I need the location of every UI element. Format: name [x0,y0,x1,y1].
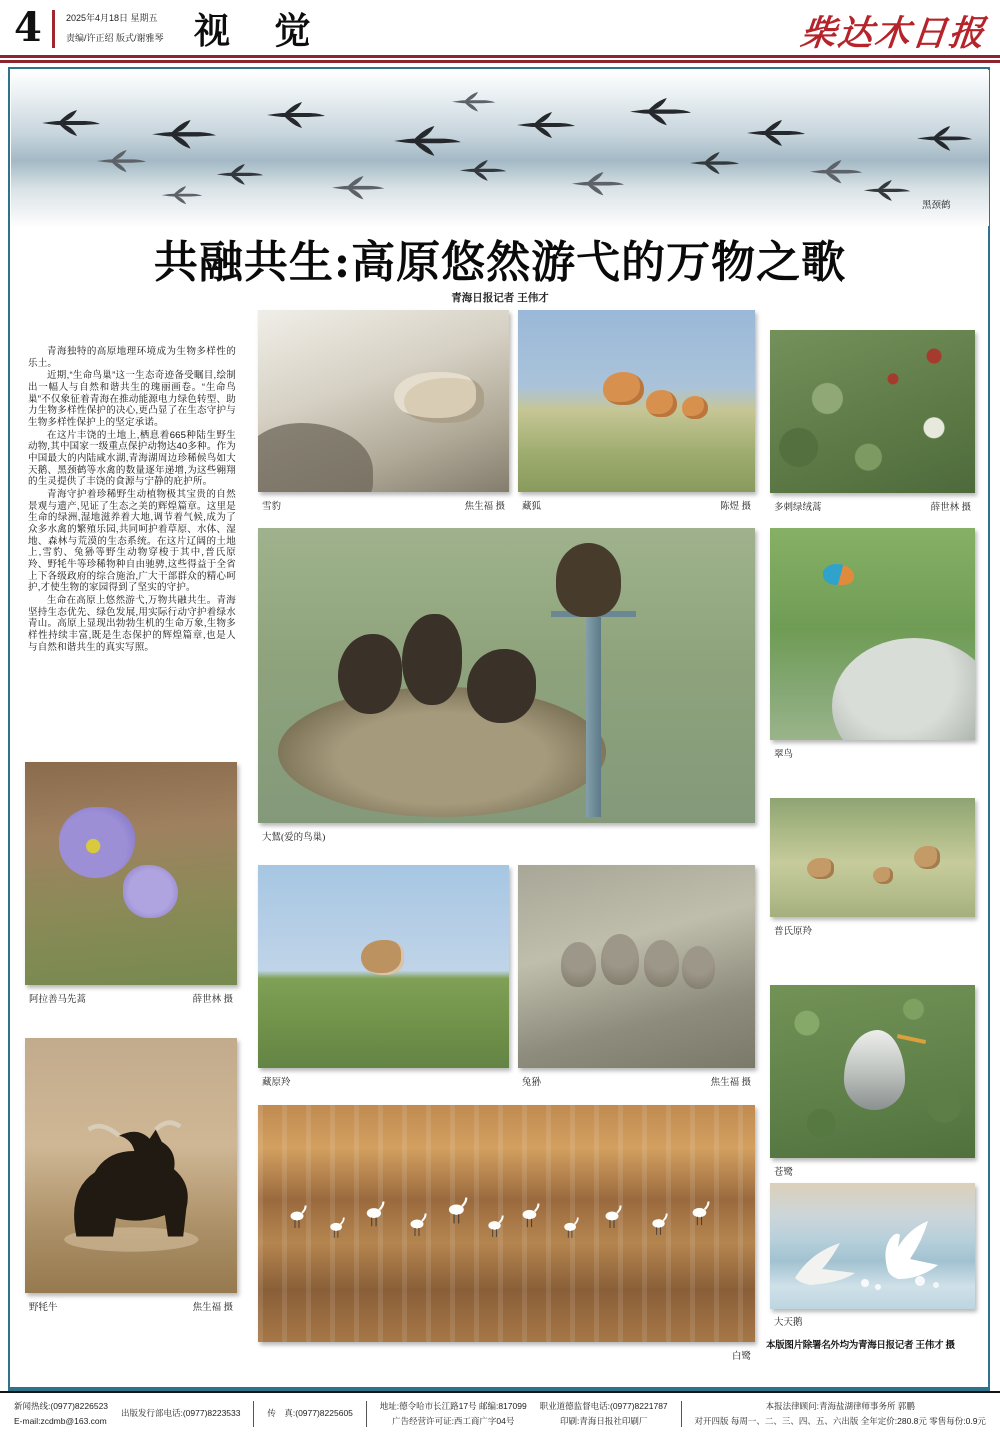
caption-text: 大鵟(爱的鸟巢) [262,833,326,843]
crane-icon [747,120,805,146]
caption-tibetan-fox [518,498,755,512]
egret-icon [523,1204,539,1228]
crane-icon [517,112,575,138]
caption-buzzard-nest [258,829,558,843]
news-hotline: 新闻热线:(0977)8226523 [14,1401,109,1412]
rock-figure [258,423,373,492]
swan-icon [795,1243,855,1285]
ethics-phone: 职业道德监督电话:(0977)8221787 [539,1401,668,1412]
photo-alashan-pedicularis [25,762,237,985]
photo-wild-yak [25,1038,237,1293]
photo-tibetan-gazelle [258,865,509,1068]
nest-figure [278,687,606,817]
caption-snow-leopard [258,498,509,512]
buzzard-on-perch-figure [556,543,621,617]
footer-publishing: 出版发行部电话:(0977)8223533 [120,1408,241,1419]
swan-icon [885,1221,938,1279]
egret-icon [606,1206,621,1229]
gazelle-figure [807,858,834,879]
crane-icon [917,126,972,151]
legal-counsel: 本报法律顾问:青海盐湖律师事务所 郭鹏 [765,1401,915,1412]
heron-beak-figure [897,1034,926,1044]
crane-icon [97,150,146,172]
footer-divider [681,1401,682,1427]
headline: 共融共生:高原悠然游弋的万物之歌 [153,237,847,288]
heron-figure [844,1030,906,1110]
caption-text: 藏原羚 [262,1078,291,1088]
article-body: 青海独特的高原地理环境成为生物多样性的乐土。 近期,“生命鸟巢”这一生态奇迹备受瞩目,绘制出一幅人与自然和谐共生的瑰丽画卷。“生命鸟巢”不仅象征着青海在推动能源电力绿色转型、助力生物多样性保护的决心,更凸显了在生态守护与生物多样性保护上的坚定承诺。 在这片丰饶的土地上,栖息着665种陆生野生动物,其中国家一级重点保护动物达40多种。作为中国最大的内陆咸水湖,青海湖周边珍稀候鸟如大天鹅、黑颈鹤等水禽的数量逐年递增,为这些翱翔的生灵提供了丰饶的食源与宁静的庇护所。 青海守护着珍稀野生动植物极其宝贵的自然景观与遗产,见证了生态之美的辉煌篇章。这里是生命的绿洲,湿地滋养着大地,调节着气候,成为了众多水禽的繁殖乐园,共同呵护着草原、水体、湿地、森林与荒漠的生态系统。在这片辽阔的土地上,雪豹、兔狲等野生动物穿梭于其中,普氏原羚、野牦牛等珍稀物种自由驰骋,这些得益于全省上下各级政府的综合施治,广大干部群众的精心呵护,才使生物的家园得到了坚实的守护。 生命在高原上悠然游弋,万物共融共生。青海坚持生态优先、绿色发展,用实际行动守护着绿水青山。高原上显现出勃勃生机的生命万象,生物多样性持续丰富,既是生态保护的辉煌篇章,也是人与自然和谐共生的真实写照。 [28,346,236,653]
footer-divider [366,1401,367,1427]
masthead: 柴达木日报 [798,13,988,54]
pallas-cat-figure [561,942,597,987]
photo-buzzard-nest [258,528,755,823]
gazelle-figure [914,846,941,870]
caption-credit: 薛世林 摄 [192,995,233,1005]
pricing: 对开四版 每周一、二、三、四、五、六出版 全年定价:280.8元 零售每份:0.9元 [694,1415,986,1426]
footer-fax: 传 真:(0977)8225605 [267,1408,353,1419]
caption-text: 藏狐 [522,502,542,512]
swan-illustration [770,1183,975,1309]
buzzard-figure [338,634,403,714]
photo-pallas-cat [518,865,755,1068]
red-rule-top [0,55,1000,58]
pallas-cat-figure [682,946,715,989]
photo-kingfisher [770,528,975,740]
crane-icon [810,160,862,183]
caption-text: 阿拉善马先蒿 [29,995,87,1005]
caption-text: 雪豹 [262,502,282,512]
rock-figure [832,638,976,740]
pallas-cat-figure [601,934,639,985]
caption-green-poppy [770,499,975,513]
caption-whooper-swan [770,1314,975,1328]
crane-icon [162,186,203,204]
photo-green-poppy [770,330,975,493]
editors-line: 责编/许正绍 版式/谢雅琴 [66,32,164,43]
crane-icon [42,110,100,136]
caption-tibetan-gazelle [258,1074,509,1088]
photo-black-necked-cranes [11,70,989,226]
egret-icon [449,1198,466,1224]
photo-whooper-swan [770,1183,975,1309]
egret-flock-illustration [258,1105,755,1342]
caption-text: 普氏原羚 [774,927,813,937]
blue-flower-figure [59,807,135,878]
caption-credit: 焦生福 摄 [192,1303,233,1313]
caption-text: 翠鸟 [774,750,794,760]
caption-text: 野牦牛 [29,1303,58,1313]
ad-license: 广告经营许可证:西工商广字04号 [392,1415,515,1426]
gazelle-figure [873,867,894,884]
footer [0,1394,1000,1433]
caption-egret [258,1348,755,1362]
caption-wild-yak [25,1299,237,1313]
egret-icon [291,1206,306,1229]
footer-ethics-block [540,1399,668,1428]
caption-alashan-pedicularis [25,991,237,1005]
caption-credit: 焦生福 摄 [464,502,505,512]
crane-icon [864,180,910,201]
photo-snow-leopard [258,310,509,492]
crane-icon [267,102,325,128]
caption-pallas-cat [518,1074,755,1088]
pallas-cat-figure [644,940,680,987]
section-title: 视 觉 [194,10,327,52]
caption-przewalski-gazelle [770,923,975,937]
egret-icon [367,1202,384,1227]
crane-icon [572,172,624,195]
issue-date: 2025年4月18日 星期五 [66,13,158,23]
page-number: 4 [14,4,42,51]
printer: 印刷:青海日报社印刷厂 [559,1415,648,1426]
caption-heron [770,1164,975,1178]
photo-tibetan-fox [518,310,755,492]
caption-text: 兔狲 [522,1078,542,1088]
fox-figure [682,396,708,420]
byline: 青海日报记者 王伟才 [451,292,549,304]
egret-icon [411,1214,426,1237]
crane-icon [152,120,216,149]
crane-icon [332,176,384,199]
caption-black-necked-crane: 黑颈鹤 [922,201,951,211]
egret-icon [652,1213,666,1234]
photo-heron [770,985,975,1158]
footer-legal-block [695,1399,986,1428]
caption-text: 多刺绿绒蒿 [774,503,822,513]
kingfisher-figure [823,564,854,585]
caption-credit: 薛世林 摄 [930,503,971,513]
yak-figure [55,1104,208,1262]
footer-rule [0,1391,1000,1393]
caption-kingfisher [770,746,975,760]
photo-przewalski-gazelle [770,798,975,917]
crane-icon [460,160,506,181]
photo-credit-note: 本版图片除署名外均为青海日报记者 王伟才 摄 [766,1340,955,1351]
egret-icon [564,1217,578,1237]
buzzard-figure [467,649,537,723]
fox-figure [603,372,643,405]
photo-egrets [258,1105,755,1342]
snow-leopard-figure [394,372,484,423]
caption-text: 白鹭 [731,1352,751,1362]
header-meta [66,13,164,44]
perch-pole-figure [586,617,601,818]
address: 地址:德令哈市长江路17号 邮编:817099 [379,1401,527,1412]
footer-contact [14,1399,108,1428]
footer-divider [253,1401,254,1427]
email: E-mail:zcdmb@163.com [14,1415,107,1426]
header-divider [52,10,55,48]
red-rule-bottom [0,60,1000,63]
egret-icon [488,1215,502,1236]
blue-flower-figure [123,865,178,919]
fox-figure [646,390,677,417]
crane-icon [690,152,739,174]
crane-flock-illustration [11,70,989,226]
buzzard-figure [402,614,462,705]
crane-icon [452,92,496,112]
egret-icon [693,1202,709,1226]
gazelle-figure [361,940,404,975]
crane-icon [394,126,461,156]
caption-credit: 焦生福 摄 [710,1078,751,1088]
footer-address-block [380,1399,527,1428]
egret-icon [330,1217,344,1237]
caption-text: 大天鹅 [774,1318,803,1328]
caption-credit: 陈煜 摄 [720,502,751,512]
caption-text: 苍鹭 [774,1168,794,1178]
crane-icon [217,164,263,185]
crane-icon [630,98,691,125]
